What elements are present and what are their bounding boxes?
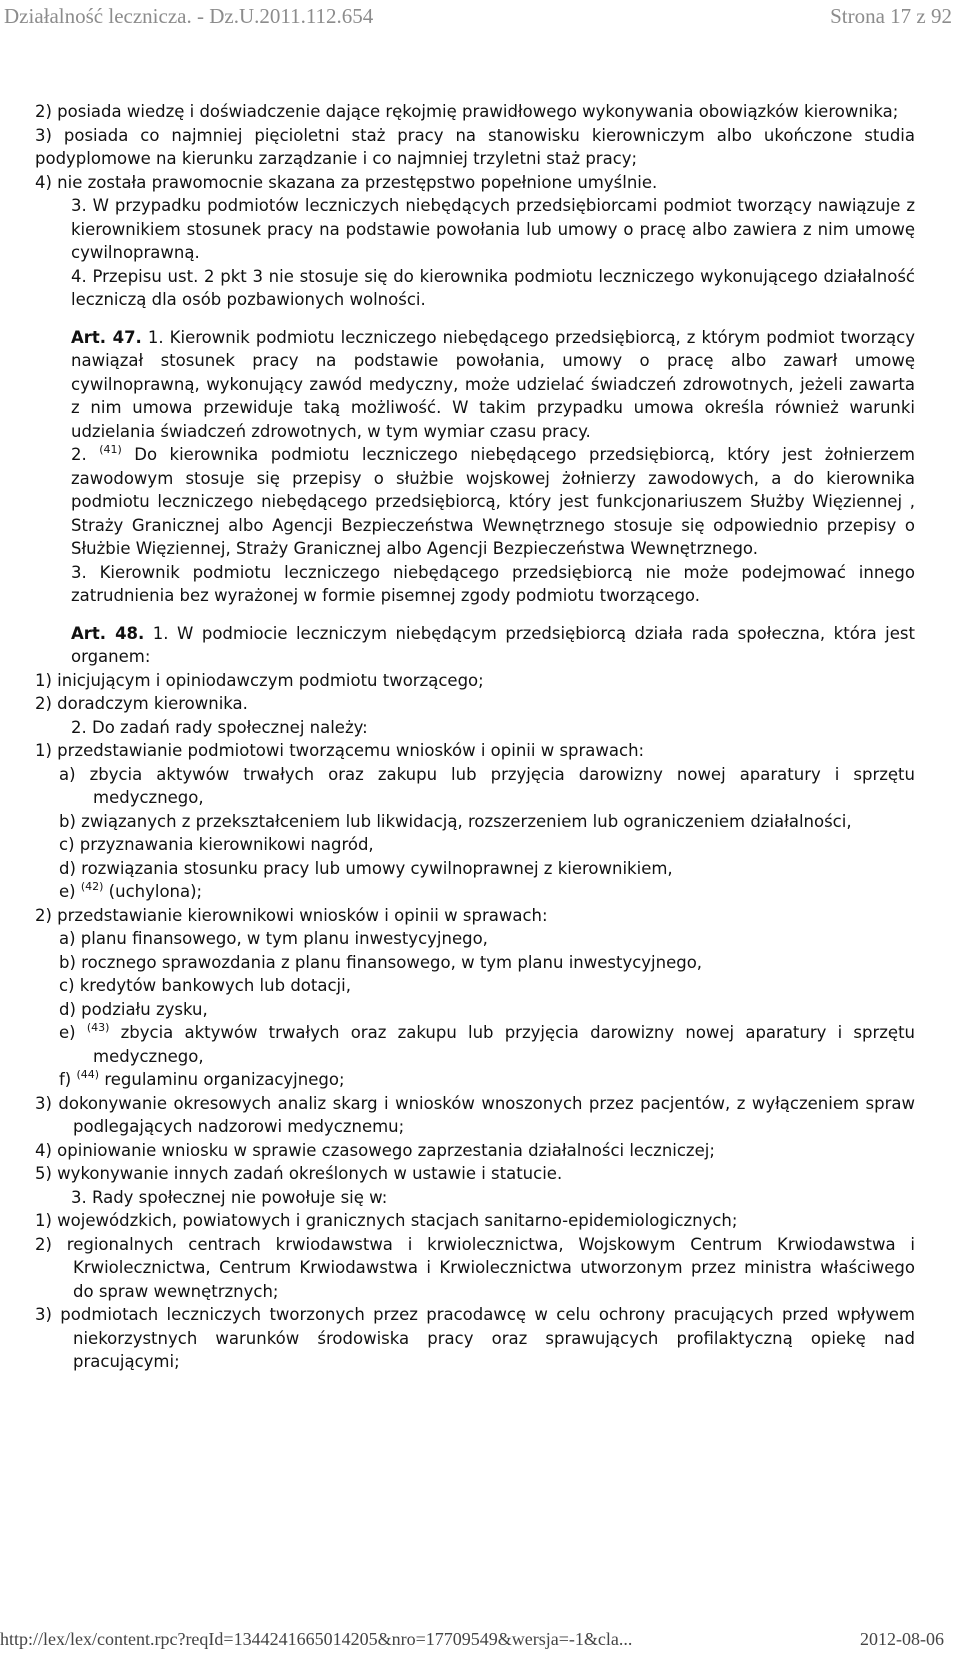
page-number: Strona 17 z 92 [830,4,952,28]
document-title: Działalność lecznicza. - Dz.U.2011.112.654 [4,4,374,28]
paragraph: 4. Przepisu ust. 2 pkt 3 nie stosuje się do kierownika podmiotu leczniczego wykonującego działalność leczniczą dla osób pozbawionych wolności. [71,266,915,309]
list-item: c) kredytów bankowych lub dotacji, [59,976,351,995]
list-item: e) $^{(43)}$ zbycia aktywów trwałych oraz zakupu lub przyjęcia darowizny nowej aparatury i sprzętu medycznego, [59,1021,915,1066]
list-item: a) planu finansowego, w tym planu inwestycyjnego, [59,929,488,948]
document-body [35,100,915,1374]
article-47-paragraph-2: 2. $^{(41)}$ Do kierownika podmiotu leczniczego niebędącego przedsiębiorcą, który jest żołnierzem zawodowym stosuje się przepisy o służbie wojskowej żołnierzy zawodowych, a do kierownika podmiotu leczniczego niebędącego przedsiębiorcą, który jest funkcjonariuszem Służby Więziennej , Straży Granicznej albo Agencji Bezpieczeństwa Wewnętrznego stosuje się odpowiednio przepisy o Służbie Więziennej, Straży Granicznej albo Agencji Bezpieczeństwa Wewnętrznego. [71,443,915,558]
list-item: 1) wojewódzkich, powiatowych i granicznych stacjach sanitarno-epidemiologicznych; [35,1211,738,1230]
list-item: 1) inicjującym i opiniodawczym podmiotu tworzącego; [35,670,484,690]
footnote-ref: (42) [80,880,104,893]
list-item: 1) przedstawianie podmiotowi tworzącemu wniosków i opinii w sprawach: [35,741,645,760]
list-item: 2) doradczym kierownika. [35,694,248,713]
list-item: f) $^{(44)}$ regulaminu organizacyjnego; [59,1068,345,1089]
list-item: 3) podmiotach leczniczych tworzonych przez pracodawcę w celu ochrony pracujących przed wpływem niekorzystnych warunków środowiska pracy oraz sprawujących profilaktyczną opiekę nad pracującymi; [35,1305,915,1371]
article-48-paragraph-3: 3. Rady społecznej nie powołuje się w: [71,1187,388,1207]
print-date: 2012-08-06 [860,1629,944,1649]
article-47-paragraph-3: 3. Kierownik podmiotu leczniczego niebędącego przedsiębiorcą nie może podejmować innego zatrudnienia bez wyrażonej w formie pisemnej zgody podmiotu tworzącego. [71,562,915,605]
list-item: e) $^{(42)}$ (uchylona); [59,880,203,901]
list-item: 4) opiniowanie wniosku w sprawie czasowego zaprzestania działalności leczniczej; [35,1140,715,1160]
footnote-ref: (44) [76,1068,100,1081]
article-label: Art. 47. [71,327,142,347]
footnote-ref: (43) [86,1021,110,1034]
list-item: d) rozwiązania stosunku pracy lub umowy cywilnoprawnej z kierownikiem, [59,858,673,878]
paragraph: 3. W przypadku podmiotów leczniczych niebędących przedsiębiorcami podmiot tworzący nawiązuje z kierownikiem stosunek pracy na podstawie powołania lub umowy o pracę albo zawiera z nim umowę cywilnoprawną. [71,196,915,262]
list-item: a) zbycia aktywów trwałych oraz zakupu lub przyjęcia darowizny nowej aparatury i sprzętu medycznego, [59,764,915,807]
list-item: 2) posiada wiedzę i doświadczenie dające rękojmię prawidłowego wykonywania obowiązków kierownika; [35,102,899,121]
list-item: 4) nie została prawomocnie skazana za przestępstwo popełnione umyślnie. [35,172,658,192]
article-48-paragraph-2: 2. Do zadań rady społecznej należy: [71,717,368,737]
article-48-paragraph-1: Art. 48. 1. W podmiocie leczniczym niebędącym przedsiębiorcą działa rada społeczna, która jest organem: [71,623,915,666]
article-label: Art. 48. [71,623,145,643]
footnote-ref: (41) [99,443,122,456]
list-item: b) związanych z przekształceniem lub likwidacją, rozszerzeniem lub ograniczeniem działalności, [59,811,852,831]
list-item: d) podziału zysku, [59,999,208,1019]
list-item: c) przyznawania kierownikowi nagród, [59,835,374,854]
list-item: 5) wykonywanie innych zadań określonych w ustawie i statucie. [35,1164,563,1183]
list-item: b) rocznego sprawozdania z planu finansowego, w tym planu inwestycyjnego, [59,952,703,972]
list-item: 2) regionalnych centrach krwiodawstwa i krwiolecznictwa, Wojskowym Centrum Krwiodawstwa i Krwiolecznictwa, Centrum Krwiodawstwa i Krwiolecznictwa utworzonym przez ministra właściwego do spraw wewnętrznych; [35,1234,915,1301]
source-url[interactable]: http://lex/lex/content.rpc?reqId=1344241665014205&nro=17709549&wersja=-1&cla... [0,1629,633,1649]
page-header [0,0,960,34]
page-footer [0,1626,960,1654]
list-item: 3) posiada co najmniej pięcioletni staż pracy na stanowisku kierowniczym albo ukończone studia podyplomowe na kierunku zarządzanie i co najmniej trzyletni staż pracy; [35,125,915,168]
article-47-paragraph-1: Art. 47. 1. Kierownik podmiotu leczniczego niebędącego przedsiębiorcą, z którym podmiot tworzący nawiązał stosunek pracy na podstawie powołania, umowy o pracę albo zawarł umowę cywilnoprawną, wykonujący zawód medyczny, może udzielać świadczeń zdrowotnych, jeżeli zawarta z nim umowa przewiduje taką możliwość. W takim przypadku umowa określa również warunki udzielania świadczeń zdrowotnych, w tym wymiar czasu pracy. [71,327,915,441]
list-item: 2) przedstawianie kierownikowi wniosków i opinii w sprawach: [35,905,548,925]
list-item: 3) dokonywanie okresowych analiz skarg i wniosków wnoszonych przez pacjentów, z wyłączeniem spraw podlegających nadzorowi medycznemu; [35,1093,915,1136]
